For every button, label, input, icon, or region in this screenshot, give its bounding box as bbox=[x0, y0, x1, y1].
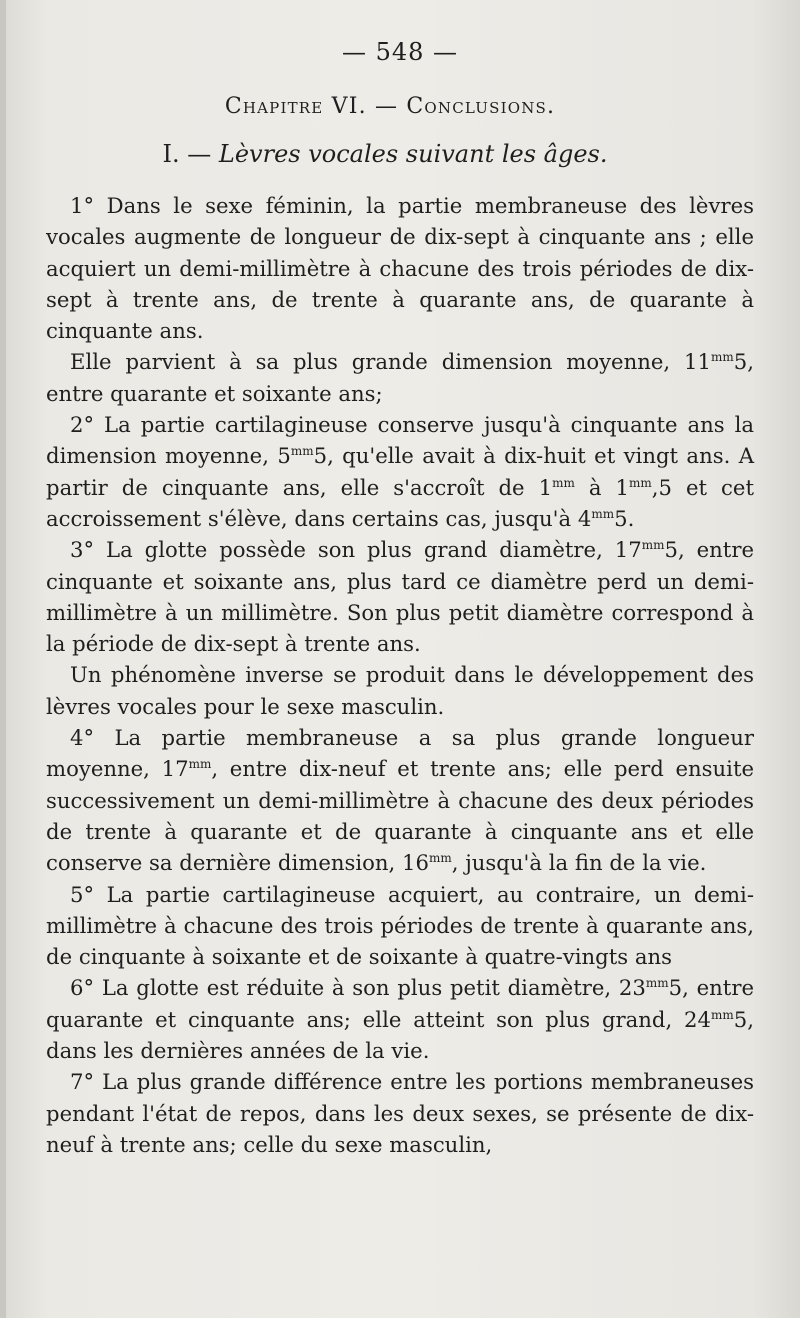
text-run: 6° La glotte est réduite à son plus petit diamètre, 23 bbox=[70, 975, 646, 1001]
text-run: 5, entre cinquante et soixante ans, plus tard ce diamètre perd un demi-millimètre à un millimètre. Son plus petit diamètre correspond à la période de dix-sept à trente ans. bbox=[46, 537, 754, 657]
paragraph bbox=[46, 722, 754, 878]
unit-superscript: mm bbox=[290, 444, 314, 459]
page-edge bbox=[0, 0, 6, 1318]
paragraph bbox=[46, 972, 754, 1066]
paragraph bbox=[46, 346, 754, 409]
text-run: à 1 bbox=[574, 474, 629, 500]
unit-superscript: mm bbox=[629, 475, 652, 490]
text-run: , entre dix-neuf et trente ans; elle perd ensuite successivement un demi-millimètre à chacune des deux périodes de trente à quarante et de quarante à cinquante ans et elle conserve sa dernière dimension, 16 bbox=[46, 756, 754, 876]
unit-superscript: mm bbox=[711, 350, 734, 365]
unit-superscript: mm bbox=[428, 851, 452, 866]
body-text bbox=[46, 190, 754, 1160]
text-run: 5, qu'elle avait à dix-huit et vingt ans. A partir de cinquante ans, elle s'accroît de 1 bbox=[46, 443, 754, 500]
unit-superscript: mm bbox=[711, 1007, 734, 1022]
page-number: — 548 — bbox=[341, 38, 459, 66]
text-run: , jusqu'à la fin de la vie. bbox=[451, 850, 707, 876]
unit-superscript: mm bbox=[591, 506, 615, 521]
section-title bbox=[0, 140, 770, 168]
text-run: Un phénomène inverse se produit dans le développement des lèvres vocales pour le sexe masculin. bbox=[46, 662, 754, 719]
unit-superscript: mm bbox=[645, 976, 669, 991]
text-run: 5° La partie cartilagineuse acquiert, au contraire, un demi-millimètre à chacune des trois périodes de trente à quarante ans, de cinquante à soixante et de soixante à quatre-vingts ans bbox=[46, 881, 754, 970]
paragraph bbox=[46, 879, 754, 973]
text-run: 2° La partie cartilagineuse conserve jusqu'à cinquante ans la dimension moyenne, 5 bbox=[46, 412, 754, 469]
paragraph bbox=[46, 190, 754, 346]
text-run: 7° La plus grande différence entre les portions membraneuses pendant l'état de repos, dans les deux sexes, se présente de dix-neuf à trente ans; celle du sexe masculin, bbox=[46, 1069, 754, 1157]
text-run: 5, entre quarante et cinquante ans; elle atteint son plus grand, 24 bbox=[46, 975, 754, 1032]
section-heading-text: Lèvres vocales suivant les âges. bbox=[218, 140, 608, 168]
text-run: 5, entre quarante et soixante ans; bbox=[46, 349, 754, 406]
text-run: 3° La glotte possède son plus grand diamètre, 17 bbox=[70, 537, 642, 563]
section-numeral: I. — bbox=[162, 140, 212, 168]
paragraph bbox=[46, 659, 754, 722]
unit-superscript: mm bbox=[641, 538, 665, 553]
text-run: Elle parvient à sa plus grande dimension moyenne, 11 bbox=[70, 349, 712, 375]
paragraph bbox=[46, 409, 754, 534]
unit-superscript: mm bbox=[188, 757, 212, 772]
text-run: 5, dans les dernières années de la vie. bbox=[46, 1006, 754, 1064]
text-run: ,5 et cet accroissement s'élève, dans certains cas, jusqu'à 4 bbox=[46, 474, 754, 531]
paragraph bbox=[46, 1066, 754, 1160]
unit-superscript: mm bbox=[552, 475, 575, 490]
chapter-title: Chapitre VI. — Conclusions. bbox=[224, 94, 556, 119]
text-run: 4° La partie membraneuse a sa plus grande longueur moyenne, 17 bbox=[46, 725, 754, 782]
paragraph bbox=[46, 534, 754, 659]
text-run: 5. bbox=[614, 505, 635, 531]
text-run: 1° Dans le sexe féminin, la partie membraneuse des lèvres vocales augmente de longueur de dix-sept à cinquante ans ; elle acquiert un demi-millimètre à chacune des trois périodes de dix-sept à trente ans, de trente à quarante ans, de quarante à cinquante ans. bbox=[46, 193, 754, 344]
